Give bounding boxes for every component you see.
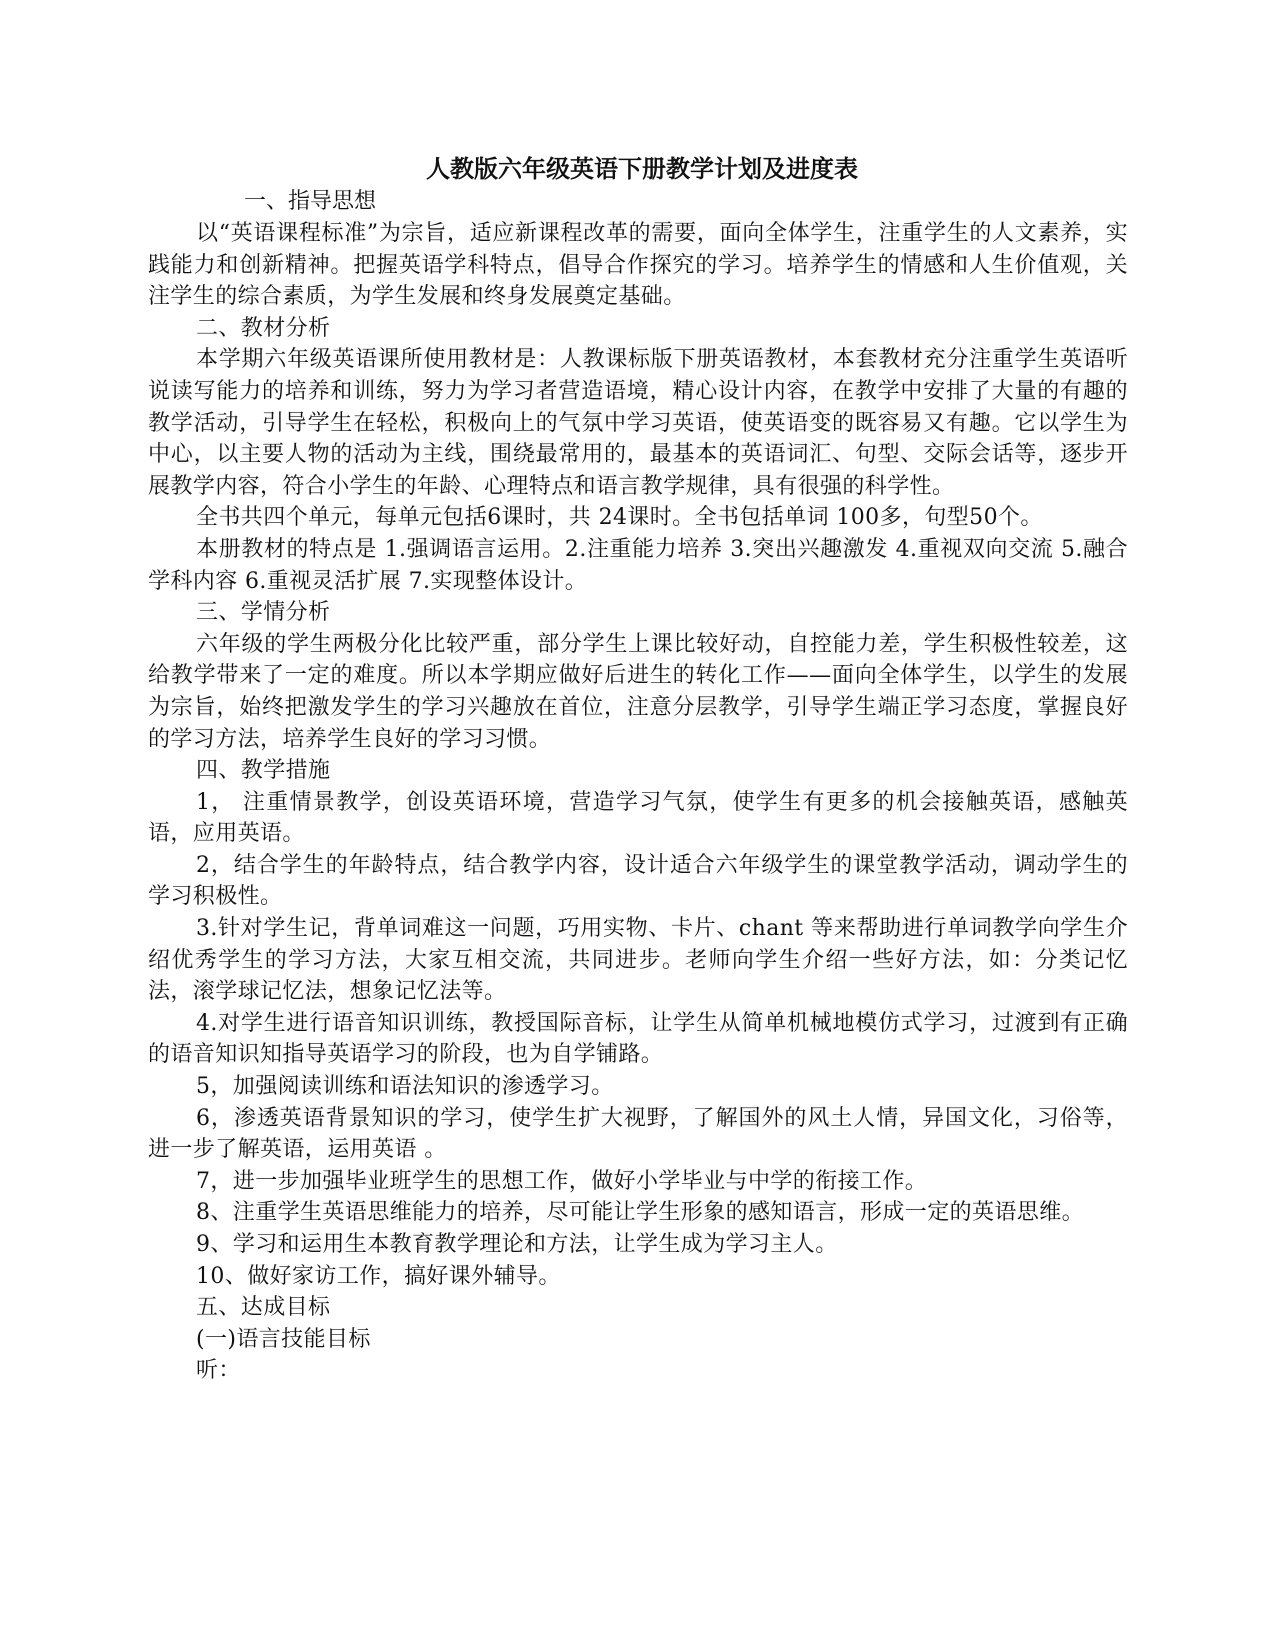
paragraph-student-analysis: 六年级的学生两极分化比较严重，部分学生上课比较好动，自控能力差，学生积极性较差，这给教学带来了一定的难度。所以本学期应做好后进生的转化工作——面向全体学生，以学生的发展为宗旨，始终把激发学生的学习兴趣放在首位，注意分层教学，引导学生端正学习态度，掌握良好的学习方法，培养学生良好的学习习惯。 [148,631,1128,752]
section-heading-goals: 五、达成目标 [196,1295,331,1321]
paragraph-book-structure: 全书共四个单元，每单元包括6课时，共 24课时。全书包括单词 100多，句型50个。 [196,505,1043,531]
measure-item: 8、注重学生英语思维能力的培养，尽可能让学生形象的感知语言，形成一定的英语思维。 [196,1200,1084,1226]
measure-item: 5，加强阅读训练和语法知识的渗透学习。 [196,1074,614,1100]
paragraph-textbook-analysis: 本学期六年级英语课所使用教材是：人教课标版下册英语教材，本套教材充分注重学生英语听说读写能力的培养和训练，努力为学习者营造语境，精心设计内容，在教学中安排了大量的有趣的教学活动，引导学生在轻松，积极向上的气氛中学习英语，使英语变的既容易又有趣。它以学生为中心，以主要人物的活动为主线，围绕最常用的，最基本的英语词汇、句型、交际会话等，逐步开展教学内容，符合小学生的年龄、心理特点和语言教学规律，具有很强的科学性。 [148,347,1128,499]
measure-item: 6，渗透英语背景知识的学习，使学生扩大视野，了解国外的风土人情，异国文化，习俗等，进一步了解英语，运用英语 。 [148,1105,1128,1163]
measure-item: 7，进一步加强毕业班学生的思想工作，做好小学毕业与中学的衔接工作。 [196,1168,928,1194]
measure-item: 4.对学生进行语音知识训练，教授国际音标，让学生从简单机械地模仿式学习，过渡到有正确的语音知识知指导英语学习的阶段，也为自学铺路。 [148,1010,1128,1068]
document-page [148,153,1128,1387]
paragraph-guiding-ideology: 以“英语课程标准”为宗旨，适应新课程改革的需要，面向全体学生，注重学生的人文素养，实践能力和创新精神。把握英语学科特点，倡导合作探究的学习。培养学生的情感和人生价值观，关注学生的综合素质，为学生发展和终身发展奠定基础。 [148,221,1128,310]
section-heading-textbook-analysis: 二、教材分析 [196,315,331,341]
document-title: 人教版六年级英语下册教学计划及进度表 [426,155,858,183]
paragraph-textbook-features: 本册教材的特点是 1.强调语言运用。2.注重能力培养 3.突出兴趣激发 4.重视双向交流 5.融合学科内容 6.重视灵活扩展 7.实现整体设计。 [148,536,1128,594]
measure-item: 9、学习和运用生本教育教学理论和方法，让学生成为学习主人。 [196,1232,838,1257]
measure-item: 10、做好家访工作，搞好课外辅导。 [196,1263,561,1289]
section-heading-guiding-ideology: 一、指导思想 [244,189,377,214]
section-heading-teaching-measures: 四、教学措施 [196,758,331,784]
measure-item: 3.针对学生记，背单词难这一问题，巧用实物、卡片、chant 等来帮助进行单词教学向学生介绍优秀学生的学习方法，大家互相交流，共同进步。老师向学生介绍一些好方法，如：分类记忆法，滚学球记忆法，想象记忆法等。 [148,916,1128,1005]
subheading-language-skills: (一)语言技能目标 [196,1326,371,1352]
subheading-listening: 听： [196,1358,241,1384]
measure-item: 2，结合学生的年龄特点，结合教学内容，设计适合六年级学生的课堂教学活动，调动学生的学习积极性。 [148,852,1128,910]
measure-item: 1， 注重情景教学，创设英语环境，营造学习气氛，使学生有更多的机会接触英语，感触英语，应用英语。 [148,789,1128,847]
section-heading-student-analysis: 三、学情分析 [196,600,331,626]
